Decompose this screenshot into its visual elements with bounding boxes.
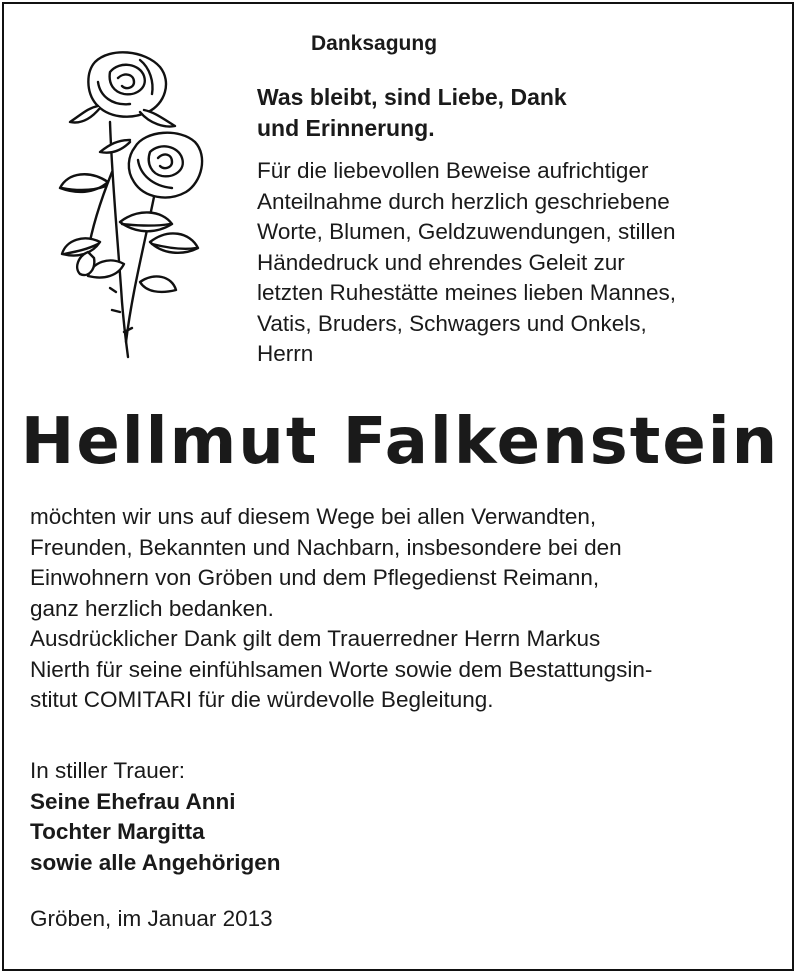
thanks-line: Ausdrücklicher Dank gilt dem Trauerredner Herrn Markus bbox=[30, 626, 601, 651]
thanks-line: ganz herzlich bedanken. bbox=[30, 595, 274, 621]
intro-line: letzten Ruhestätte meines lieben Mannes, bbox=[257, 280, 676, 305]
mourner: Tochter Margitta bbox=[30, 819, 205, 844]
thanks-line: möchten wir uns auf diesem Wege bei allen Verwandten, bbox=[30, 504, 597, 529]
thanks-line: Freunden, Bekannten und Nachbarn, insbesondere bei den bbox=[30, 534, 622, 560]
motto-line: Was bleibt, sind Liebe, Dank bbox=[257, 84, 567, 110]
thanks-line: stitut COMITARI für die würdevolle Begleitung. bbox=[30, 687, 494, 712]
mourners-block bbox=[30, 756, 530, 878]
thanks-paragraph bbox=[30, 502, 790, 716]
motto bbox=[257, 82, 567, 144]
place-date: Gröben, im Januar 2013 bbox=[30, 906, 273, 931]
mourner: sowie alle Angehörigen bbox=[30, 849, 281, 875]
mourner: Seine Ehefrau Anni bbox=[30, 788, 236, 814]
motto-line: und Erinnerung. bbox=[257, 115, 435, 141]
rose-icon bbox=[40, 42, 205, 362]
deceased-name: Hellmut Falkenstein bbox=[20, 405, 780, 479]
closing-intro: In stiller Trauer: bbox=[30, 758, 186, 783]
intro-line: Händedruck und ehrendes Geleit zur bbox=[257, 249, 625, 275]
intro-line: Herrn bbox=[257, 341, 314, 366]
intro-line: Für die liebevollen Beweise aufrichtiger bbox=[257, 158, 649, 183]
intro-line: Anteilnahme durch herzlich geschriebene bbox=[257, 188, 670, 214]
thanks-line: Nierth für seine einfühlsamen Worte sowie dem Bestattungsin- bbox=[30, 656, 653, 682]
intro-paragraph bbox=[257, 156, 777, 370]
intro-line: Vatis, Bruders, Schwagers und Onkels, bbox=[257, 310, 647, 336]
thanks-line: Einwohnern von Gröben und dem Pflegedienst Reimann, bbox=[30, 565, 600, 590]
notice-heading: Danksagung bbox=[311, 32, 438, 55]
intro-line: Worte, Blumen, Geldzuwendungen, stillen bbox=[257, 219, 676, 244]
